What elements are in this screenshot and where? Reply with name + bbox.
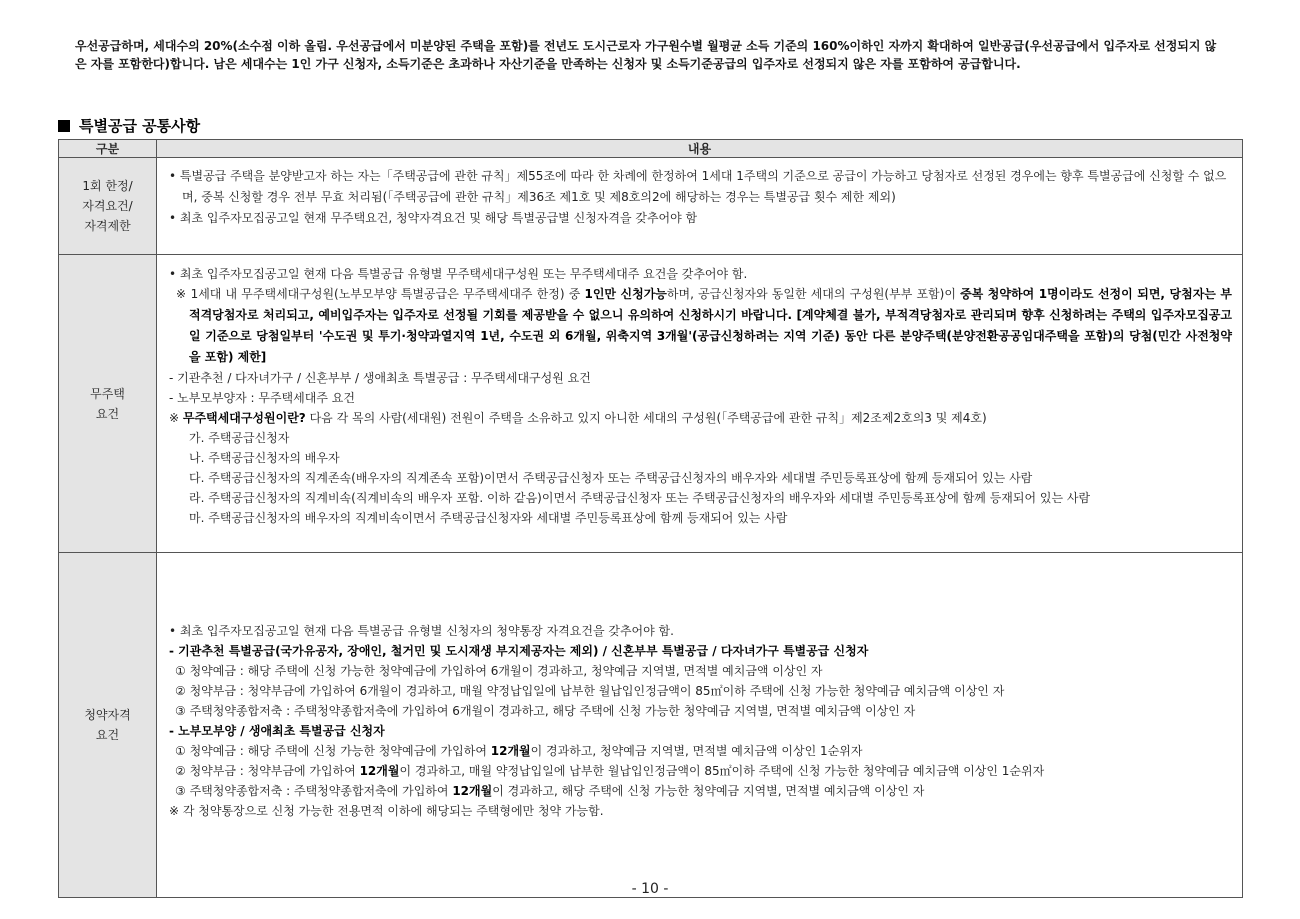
row-content-subscription [157, 553, 1243, 898]
list-item: 다. 주택공급신청자의 직계존속(배우자의 직계존속 포함)이면서 주택공급신청자 또는 주택공급신청자의 배우자와 세대별 주민등록표상에 함께 등재되어 있는 사람 [189, 471, 1033, 485]
row-label-homeless: 무주택 요건 [59, 255, 157, 553]
special-supply-table [58, 139, 1243, 898]
list-item: ② 청약부금 : 청약부금에 가입하여 6개월이 경과하고, 매월 약정납입일에 납부한 월납입인정금액이 85㎡이하 주택에 신청 가능한 청약예금 예치금액 이상인 자 [175, 684, 1005, 698]
page-number: - 10 - [631, 881, 669, 897]
bullet-item: • 최초 입주자모집공고일 현재 무주택요건, 청약자격요건 및 해당 특별공급별 신청자격을 갖추어야 함 [169, 211, 698, 225]
list-item: 마. 주택공급신청자의 배우자의 직계비속이면서 주택공급신청자와 세대별 주민등록표상에 함께 등재되어 있는 사람 [189, 511, 788, 525]
dash-item: - 노부모부양자 : 무주택세대주 요건 [169, 391, 355, 405]
list-item: 나. 주택공급신청자의 배우자 [189, 451, 340, 465]
note-item: ※ 1세대 내 무주택세대구성원(노부모부양 특별공급은 무주택세대주 한정) 중 1인만 신청가능하며, 공급신청자와 동일한 세대의 구성원(부부 포함)이 중복 청약하여 1명이라도 선정이 되면, 당첨자는 부적격당첨자로 처리되고, 예비입주자는 입주자로 선정될 기회를 제공받을 수 없으니 유의하여 신청하시기 바랍니다. [계약체결 불가, 부적격당첨자로 관리되며 향후 신청하려는 주택의 입주자모집공고일 기준으로 당첨일부터 '수도권 및 투기·청약과열지역 1년, 수도권 외 6개월, 위축지역 3개월'(공급신청하려는 지역 기준) 동안 다른 분양주택(분양전환공공임대주택을 포함)의 당첨(민간 사전청약을 포함) 제한] [176, 287, 1232, 364]
bullet-item: • 최초 입주자모집공고일 현재 다음 특별공급 유형별 신청자의 청약통장 자격요건을 갖추어야 함. [169, 624, 674, 638]
list-item: ③ 주택청약종합저축 : 주택청약종합저축에 가입하여 6개월이 경과하고, 해당 주택에 신청 가능한 청약예금 지역별, 면적별 예치금액 이상인 자 [175, 704, 916, 718]
list-item: 가. 주택공급신청자 [189, 431, 290, 445]
row-label-limit: 1회 한정/ 자격요건/ 자격제한 [59, 158, 157, 255]
note-item: ※ 각 청약통장으로 신청 가능한 전용면적 이하에 해당되는 주택형에만 청약 가능함. [169, 804, 604, 818]
table-header-row [59, 140, 1243, 158]
list-item: ① 청약예금 : 해당 주택에 신청 가능한 청약예금에 가입하여 6개월이 경과하고, 청약예금 지역별, 면적별 예치금액 이상인 자 [175, 664, 823, 678]
section-title [58, 115, 200, 136]
header-category: 구분 [59, 140, 157, 158]
table-row [59, 158, 1243, 255]
row-content-homeless [157, 255, 1243, 553]
dash-item: - 기관추천 / 다자녀가구 / 신혼부부 / 생애최초 특별공급 : 무주택세대구성원 요건 [169, 371, 591, 385]
row-label-subscription: 청약자격 요건 [59, 553, 157, 898]
header-content: 내용 [157, 140, 1243, 158]
list-item: ③ 주택청약종합저축 : 주택청약종합저축에 가입하여 12개월이 경과하고, 해당 주택에 신청 가능한 청약예금 지역별, 면적별 예치금액 이상인 자 [175, 784, 925, 798]
row-content-limit [157, 158, 1243, 255]
black-square-icon [58, 120, 70, 132]
table-row [59, 255, 1243, 553]
list-item: ① 청약예금 : 해당 주택에 신청 가능한 청약예금에 가입하여 12개월이 경과하고, 청약예금 지역별, 면적별 예치금액 이상인 1순위자 [175, 744, 863, 758]
section-title-text: 특별공급 공통사항 [79, 117, 201, 135]
list-item: ② 청약부금 : 청약부금에 가입하여 12개월이 경과하고, 매월 약정납입일에 납부한 월납입인정금액이 85㎡이하 주택에 신청 가능한 청약예금 예치금액 이상인 1순위자 [175, 764, 1045, 778]
bullet-item: • 특별공급 주택을 분양받고자 하는 자는「주택공급에 관한 규칙」제55조에 따라 한 차례에 한정하여 1세대 1주택의 기준으로 공급이 가능하고 당첨자로 선정된 경우에는 향후 특별공급에 신청할 수 없으며, 중복 신청할 경우 전부 무효 처리됨(「주택공급에 관한 규칙」제36조 제1호 및 제8호의2에 해당하는 경우는 특별공급 횟수 제한 제외) [169, 169, 1227, 204]
note-item: ※ 무주택세대구성원이란? 다음 각 목의 사람(세대원) 전원이 주택을 소유하고 있지 아니한 세대의 구성원(「주택공급에 관한 규칙」제2조제2호의3 및 제4호) [169, 411, 987, 425]
bullet-item: • 최초 입주자모집공고일 현재 다음 특별공급 유형별 무주택세대구성원 또는 무주택세대주 요건을 갖추어야 함. [169, 267, 748, 281]
group-heading: - 기관추천 특별공급(국가유공자, 장애인, 철거민 및 도시재생 부지제공자는 제외) / 신혼부부 특별공급 / 다자녀가구 특별공급 신청자 [169, 644, 869, 658]
intro-paragraph: 우선공급하며, 세대수의 20%(소수점 이하 올림. 우선공급에서 미분양된 주택을 포함)를 전년도 도시근로자 가구원수별 월평균 소득 기준의 160%이하인 자까지 확대하여 일반공급(우선공급에서 입주자로 선정되지 않은 자를 포함한다)합니다. 남은 세대수는 1인 가구 신청자, 소득기준은 초과하나 자산기준을 만족하는 신청자 및 소득기준공급의 입주자로 선정되지 않은 자를 포함하여 공급합니다. [75, 39, 1217, 71]
group-heading: - 노부모부양 / 생애최초 특별공급 신청자 [169, 724, 385, 738]
list-item: 라. 주택공급신청자의 직계비속(직계비속의 배우자 포함. 이하 같음)이면서 주택공급신청자 또는 주택공급신청자의 배우자와 세대별 주민등록표상에 함께 등재되어 있는 사람 [189, 491, 1091, 505]
table-row [59, 553, 1243, 898]
